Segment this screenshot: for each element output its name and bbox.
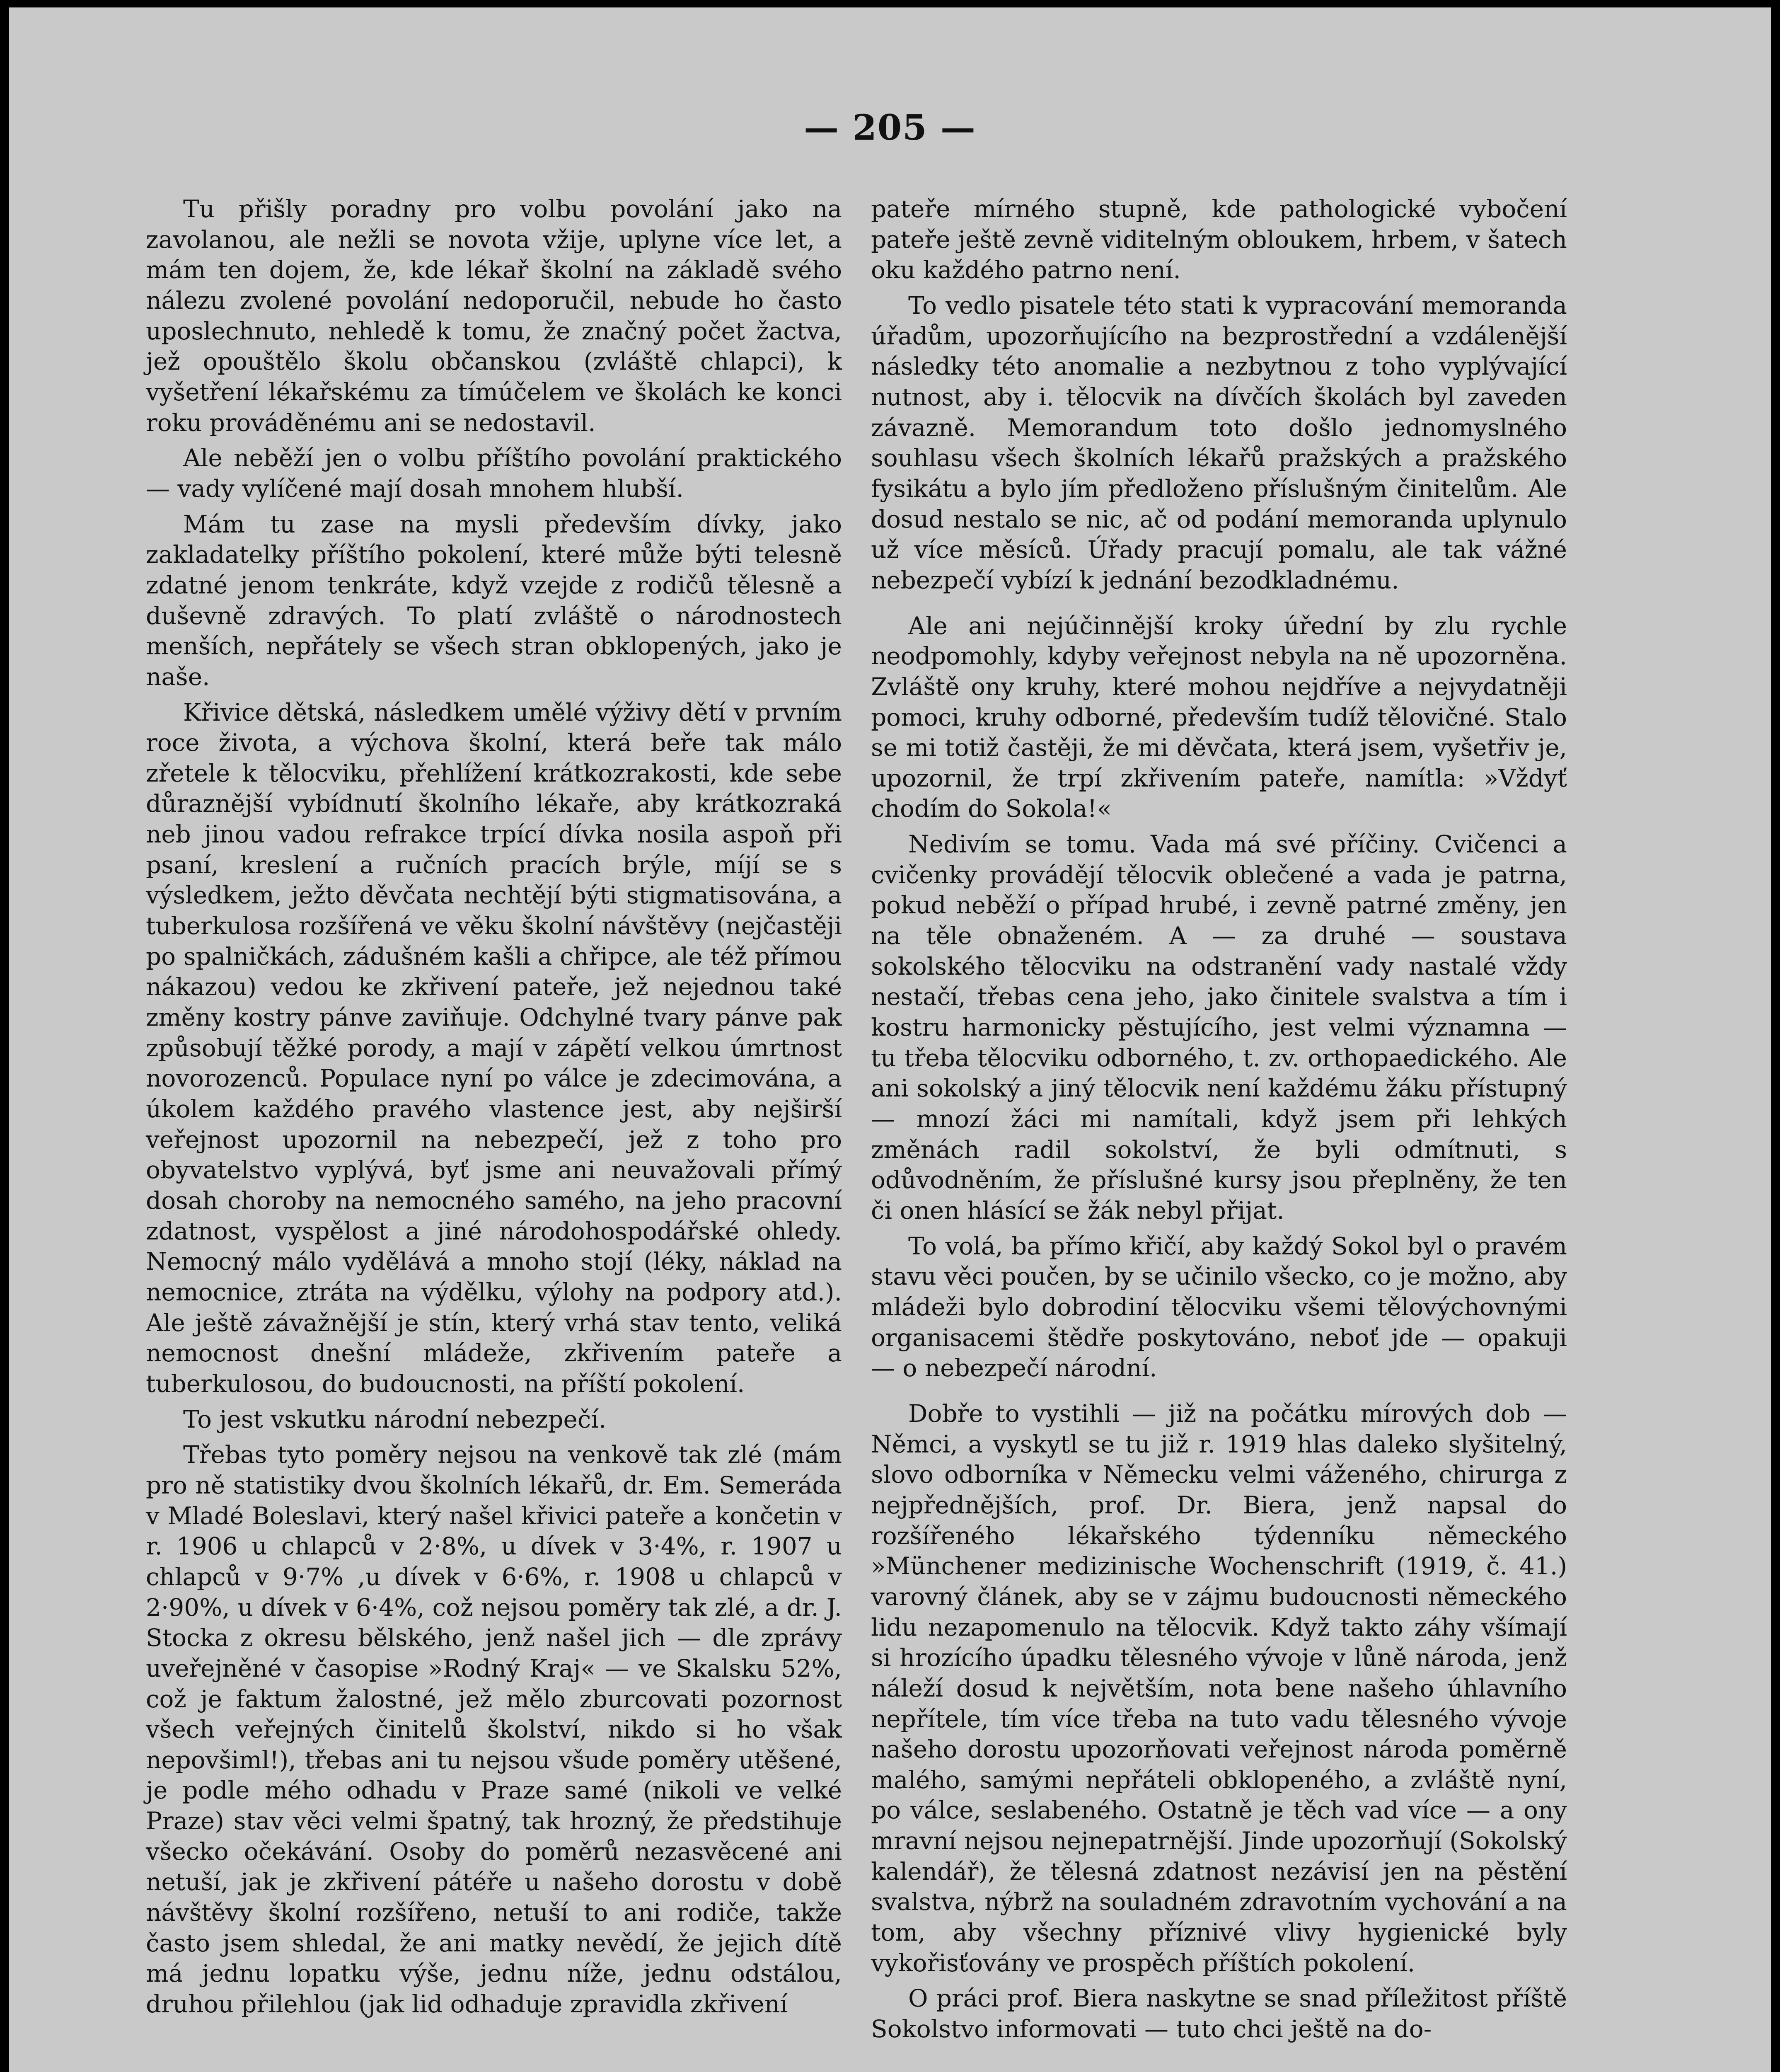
paragraph: Nedivím se tomu. Vada má své příčiny. Cvičenci a cvičenky provádějí tělocvik oblečené a vada je patrna, pokud neběží o případ hrubé, i zevně patrné změny, jen na těle obnaženém. A — za druhé — soustava sokolského tělocviku na odstranění vady nastalé vždy nestačí, třebas cena jeho, jako činitele svalstva a tím i kostru harmonicky pěstujícího, jest velmi významna — tu třeba tělocviku odborného, t. zv. orthopaedického. Ale ani sokolský a jiný tělocvik není každému žáku přístupný — mnozí žáci mi namítali, když jsem při lehkých změnách radil sokolství, že byli odmítnuti, s odůvodněním, že příslušné kursy jsou přeplněny, že ten či onen hlásící se žák nebyl přijat.	[871, 830, 1567, 1225]
paragraph: Třebas tyto poměry nejsou na venkově tak zlé (mám pro ně statistiky dvou školních lékařů, dr. Em. Semeráda v Mladé Boleslavi, který našel křivici pateře a končetin v r. 1906 u chlapců v 2·8%, u dívek v 3·4%, r. 1907 u chlapců v 9·7% ,u dívek v 6·6%, r. 1908 u chlapců v 2·90%, u dívek v 6·4%, což nejsou poměry tak zlé, a dr. J. Stocka z okresu bělského, jenž našel jich — dle zprávy uveřejněné v časopise »Rodný Kraj« — ve Skalsku 52%, což je faktum žalostné, jež mělo zburcovati pozornost všech veřejných činitelů školství, nikdo si ho však nepovšiml!), třebas ani tu nejsou všude poměry utěšené, je podle mého odhadu v Praze samé (nikoli ve velké Praze) stav věci velmi špatný, tak hrozný, že předstihuje všecko očekávání. Osoby do poměrů nezasvěcené ani netuší, jak je zkřivení pátéře u našeho dorostu v době návštěvy školní rozšířeno, netuší to ani rodiče, takže často jsem shledal, že ani matky nevědí, že jejich dítě má jednu lopatku výše, jednu níže, jednu odstálou, druhou přilehlou (jak lid odhaduje zpravidla zkřivení	[146, 1440, 842, 2019]
paragraph: Mám tu zase na mysli především dívky, jako zakladatelky příštího pokolení, které může býti telesně zdatné jenom tenkráte, když vzejde z rodičů tělesně a duševně zdravých. To platí zvláště o národnostech menších, nepřátely se všech stran obklopených, jako je naše.	[146, 510, 842, 691]
paragraph: Ale ani nejúčinnější kroky úřední by zlu rychle neodpomohly, kdyby veřejnost nebyla na ně upozorněna. Zvláště ony kruhy, které mohou nejdříve a nejvydatněji pomoci, kruhy odborné, především tudíž tělovičné. Stalo se mi totiž častěji, že mi děvčata, která jsem, vyšetřiv je, upozornil, že trpí zkřivením pateře, namítla: »Vždyť chodím do Sokola!«	[871, 611, 1567, 823]
left-column	[146, 194, 842, 2025]
paragraph: O práci prof. Biera naskytne se snad příležitost příště Sokolstvo informovati — tuto chci ještě na do-	[871, 1984, 1567, 2043]
page-scan	[9, 7, 1771, 2072]
page-number: — 205 —	[804, 107, 976, 148]
paragraph: To vedlo pisatele této stati k vypracování memoranda úřadům, upozorňujícího na bezprostřední a vzdálenější následky této anomalie a nezbytnou z toho vyplývající nutnost, aby i. tělocvik na dívčích školách byl zaveden závazně. Memorandum toto došlo jednomyslného souhlasu všech školních lékařů pražských a pražského fysikátu a bylo jím předloženo příslušným činitelům. Ale dosud nestalo se nic, ač od podání memoranda uplynulo už více měsíců. Úřady pracují pomalu, ale tak vážné nebezpečí vybízí k jednání bezodkladnému.	[871, 291, 1567, 594]
paragraph: Dobře to vystihli — již na počátku mírových dob — Němci, a vyskytl se tu již r. 1919 hlas daleko slyšitelný, slovo odborníka v Německu velmi váženého, chirurga z nejpřednějších, prof. Dr. Biera, jenž napsal do rozšířeného lékařského týdenníku německého »Münchener medizinische Wochenschrift (1919, č. 41.) varovný článek, aby se v zájmu budoucnosti německého lidu nezapomenulo na tělocvik. Když takto záhy všímají si hrozícího úpadku tělesného vývoje v lůně národa, jenž náleží dosud k největším, nota bene našeho úhlavního nepřítele, tím více třeba na tuto vadu tělesného vývoje našeho dorostu upozorňovati veřejnost národa poměrně malého, samými nepřáteli obklopeného, a zvláště nyní, po válce, seslabeného. Ostatně je těch vad více — a ony mravní nejsou nejnepatrnější. Jinde upozorňují (Sokolský kalendář), že tělesná zdatnost nezávisí jen na pěstění svalstva, nýbrž na souladném zdravotním vychování a na tom, aby všechny příznivé vlivy hygienické byly vykořisťovány ve prospěch příštích pokolení.	[871, 1399, 1567, 1977]
paragraph: Ale neběží jen o volbu příštího povolání praktického — vady vylíčené mají dosah mnohem hlubší.	[146, 444, 842, 503]
paragraph: Tu přišly poradny pro volbu povolání jako na zavolanou, ale nežli se novota vžije, uplyne více let, a mám ten dojem, že, kde lékař školní na základě svého nálezu zvolené povolání nedoporučil, nebude ho často uposlechnuto, nehledě k tomu, že značný počet žactva, jež opouštělo školu občanskou (zvláště chlapci), k vyšetření lékařskému za tímúčelem ve školách ke konci roku prováděnému ani se nedostavil.	[146, 195, 842, 437]
paragraph: pateře mírného stupně, kde pathologické vybočení pateře ještě zevně viditelným obloukem, hrbem, v šatech oku každého patrno není.	[871, 195, 1567, 284]
paragraph: To volá, ba přímo křičí, aby každý Sokol byl o pravém stavu věci poučen, by se učinilo všecko, co je možno, aby mládeži bylo dobrodiní tělocviku všemi tělovýchovnými organisacemi štědře poskytováno, neboť jde — opakuji — o nebezpečí národní.	[871, 1232, 1567, 1382]
paragraph: To jest vskutku národní nebezpečí.	[183, 1405, 607, 1433]
right-column	[871, 194, 1567, 2050]
paragraph: Křivice dětská, následkem umělé výživy dětí v prvním roce života, a výchova školní, která beře tak málo zřetele k tělocviku, přehlížení krátkozrakosti, kde sebe důraznější vybídnutí školního lékaře, aby krátkozraká neb jinou vadou refrakce trpící dívka nosila aspoň při psaní, kreslení a ručních pracích brýle, míjí se s výsledkem, ježto děvčata nechtějí býti stigmatisována, a tuberkulosa rozšířená ve věku školní návštěvy (nejčastěji po spalničkách, zádušném kašli a chřipce, ale též přímou nákazou) vedou ke zkřivení pateře, jež nejednou také změny kostry pánve zaviňuje. Odchylné tvary pánve pak způsobují těžké porody, a mají v zápětí velkou úmrtnost novorozenců. Populace nyní po válce je zdecimována, a úkolem každého pravého vlastence jest, aby nejširší veřejnost upozornil na nebezpečí, jež z toho pro obyvatelstvo vyplývá, byť jsme ani neuvažovali přímý dosah choroby na nemocného samého, na jeho pracovní zdatnost, vyspělost a jiné národohospodářské ohledy. Nemocný málo vydělává a mnoho stojí (léky, náklad na nemocnice, ztráta na výdělku, výlohy na podpory atd.). Ale ještě závažnější je stín, který vrhá stav tento, veliká nemocnost dnešní mládeže, zkřivením pateře a tuberkulosou, do budoucnosti, na příští pokolení.	[146, 698, 842, 1398]
